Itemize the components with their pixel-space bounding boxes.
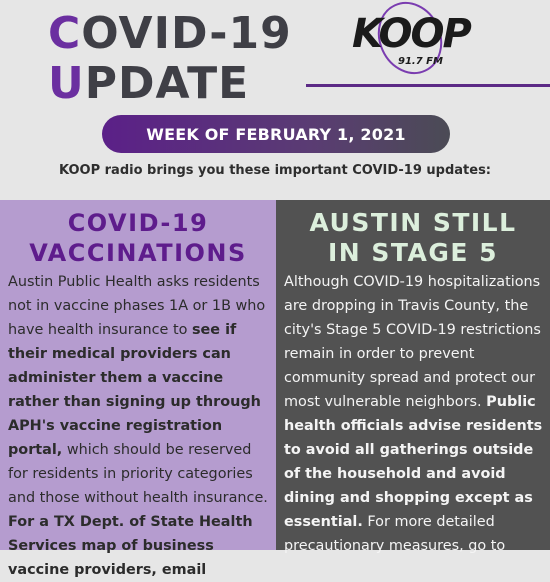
header-rule	[306, 84, 550, 87]
title-line-1	[48, 8, 292, 59]
stage5-bold-1: Public health officials advise residents to avoid all gatherings outside of the household and avoid dining and shopping except as essential.	[284, 394, 543, 530]
stage5-text-2: For more detailed precautionary measures, go to	[284, 514, 506, 554]
stage5-text-1: Although COVID-19 hospitalizations are dropping in Travis County, the city's Stage 5 COVID-19 restrictions remain in order to prevent community spread and protect our most vulnerable neighbors.	[284, 274, 541, 410]
stage5-panel	[276, 200, 550, 554]
title-initial-c: C	[48, 8, 82, 59]
stage5-heading	[276, 208, 550, 268]
vaccinations-heading-line2: VACCINATIONS	[29, 239, 247, 267]
header	[0, 0, 550, 200]
logo-wordmark: KOOP	[352, 11, 470, 57]
vaccinations-bold-2: For a TX Dept. of State Health Services map of business vaccine providers, email	[8, 514, 253, 578]
vaccinations-heading	[0, 208, 276, 268]
intro-text: KOOP radio brings you these important COVID-19 updates:	[58, 163, 492, 178]
week-banner: WEEK OF FEBRUARY 1, 2021	[102, 115, 450, 153]
vaccinations-text-2: which should be reserved for residents in priority categories and those without health insurance.	[8, 442, 268, 506]
vaccinations-heading-line1: COVID-19	[67, 209, 209, 237]
stage5-heading-line1: AUSTIN STILL	[309, 208, 517, 237]
vaccinations-bold-1: see if their medical providers can administer them a vaccine rather than signing up through APH's vaccine registration portal,	[8, 322, 261, 458]
stage5-body	[276, 270, 550, 558]
vaccinations-body	[0, 270, 276, 582]
vaccinations-panel	[0, 200, 276, 578]
koop-logo	[340, 4, 490, 84]
stage5-heading-line2: IN STAGE 5	[327, 238, 499, 267]
title-initial-u: U	[48, 58, 85, 109]
title-rest-1: OVID-19	[81, 8, 292, 59]
logo-frequency: 91.7 FM	[398, 56, 443, 67]
title-line-2	[48, 58, 250, 109]
title-rest-2: PDATE	[84, 58, 250, 109]
vaccinations-text-1: Austin Public Health asks residents not in vaccine phases 1A or 1B who have health insurance to	[8, 274, 266, 338]
